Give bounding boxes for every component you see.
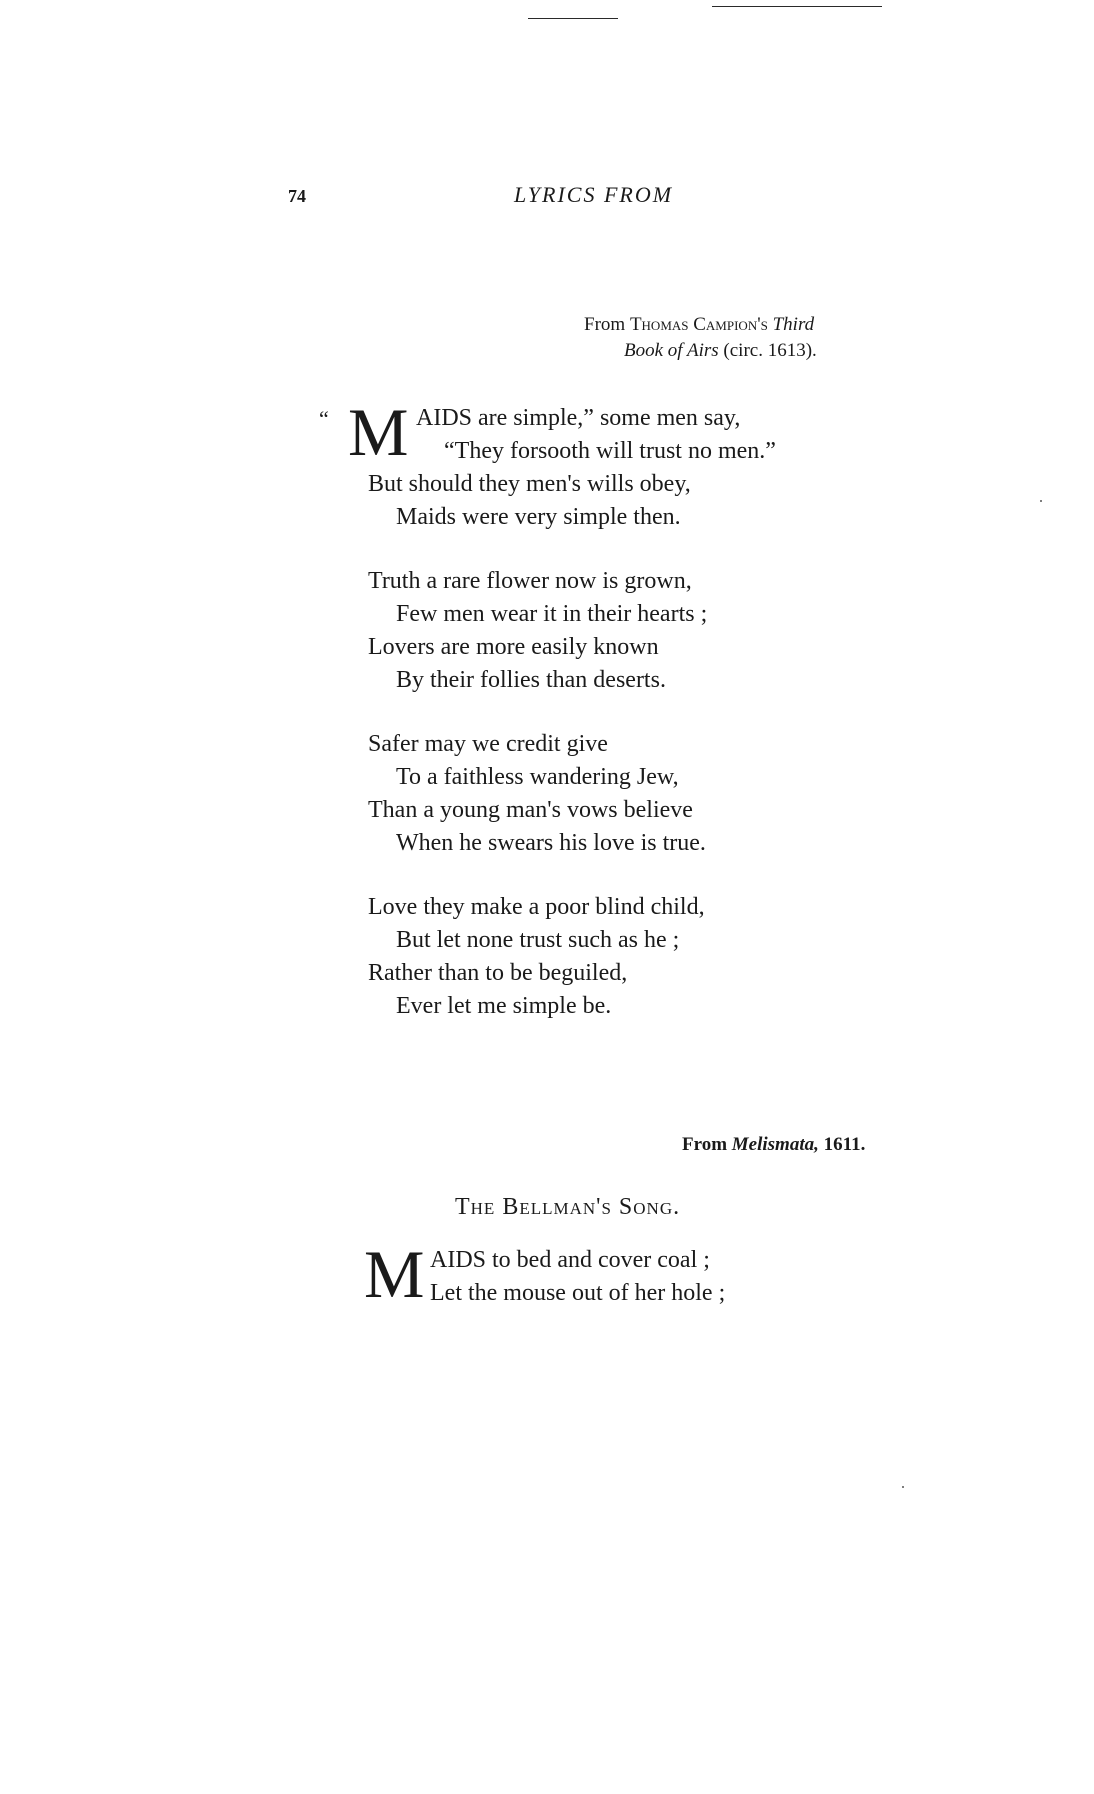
drop-cap: M (348, 394, 409, 470)
poem-line: Ever let me simple be. (396, 993, 612, 1019)
opening-quote: “ (319, 406, 329, 431)
poem-line: Than a young man's vows believe (368, 797, 693, 823)
source-author: Thomas Campion's (629, 314, 768, 335)
source-title-part2: Book of Airs (624, 340, 719, 361)
poem-line: “They forsooth will trust no men.” (444, 438, 776, 464)
poem-title: The Bellman's Song. (455, 1194, 681, 1220)
poem-line: Truth a rare flower now is grown, (368, 568, 692, 594)
scan-speck (1040, 500, 1042, 502)
running-title: LYRICS FROM (514, 182, 674, 207)
poem-line: By their follies than deserts. (396, 667, 666, 693)
poem-line: Few men wear it in their hearts ; (396, 601, 708, 627)
poem-line: AIDS are simple,” some men say, (416, 405, 741, 431)
poem-bellmans-song (364, 1236, 726, 1341)
poem-line: Lovers are more easily known (368, 634, 659, 660)
poem-line: Rather than to be beguiled, (368, 960, 628, 986)
source-from: From (682, 1134, 728, 1155)
poem-line: But let none trust such as he ; (396, 927, 680, 953)
poem-maids-are-simple (319, 394, 776, 1054)
poem-line: AIDS to bed and cover coal ; (430, 1247, 710, 1273)
stanza (368, 468, 776, 534)
stanza (368, 565, 776, 697)
poem-line: Love they make a poor blind child, (368, 894, 705, 920)
source-year: 1611. (823, 1134, 866, 1155)
top-rule-right (712, 6, 882, 7)
scan-speck (902, 1486, 904, 1488)
poem-line: Maids were very simple then. (396, 504, 681, 530)
source-attribution-melismata (682, 1132, 865, 1158)
stanza (368, 891, 776, 1023)
poem-line: But should they men's wills obey, (368, 471, 691, 497)
poem-line: When he swears his love is true. (396, 830, 706, 856)
source-title-part1: Third (772, 314, 815, 335)
source-date: (circ. 1613). (723, 340, 817, 361)
drop-cap: M (364, 1236, 425, 1312)
top-rule-left (528, 18, 618, 19)
poem-line: Let the mouse out of her hole ; (430, 1280, 726, 1306)
source-line-2 (584, 338, 817, 364)
stanza (368, 402, 776, 468)
source-attribution-campion (584, 312, 817, 364)
source-title: Melismata, (731, 1134, 819, 1155)
poem-line: To a faithless wandering Jew, (396, 764, 679, 790)
source-from: From (584, 314, 626, 335)
page-number: 74 (288, 186, 306, 206)
poem-line: Safer may we credit give (368, 731, 608, 757)
stanza (368, 728, 776, 860)
